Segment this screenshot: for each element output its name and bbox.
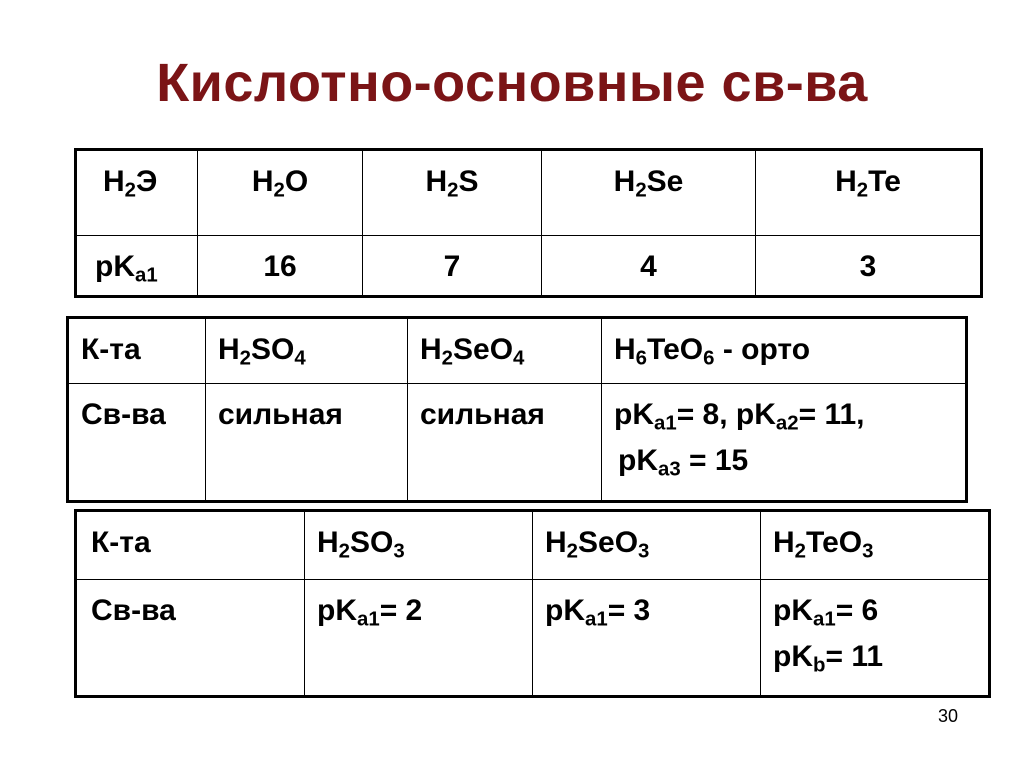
table-cell: сильная <box>408 384 602 501</box>
table-cell: $H_2Se$ <box>542 151 756 236</box>
table-cell: $H_2SeO_4$ <box>408 319 602 384</box>
table-cell: $H_2Te$ <box>756 151 981 236</box>
lower-acids-table <box>76 511 989 696</box>
table-row <box>77 512 989 580</box>
table-row <box>69 384 966 501</box>
table-cell: Св-ва <box>69 384 206 501</box>
slide-title: Кислотно-основные св-ва <box>156 53 868 113</box>
table-cell: сильная <box>206 384 408 501</box>
table-cell: $H_2O$ <box>198 151 363 236</box>
higher-acids-table <box>68 318 966 501</box>
table-row <box>77 580 989 696</box>
table-cell: $H_2SeO_3$ <box>533 512 761 580</box>
table-row <box>77 151 981 236</box>
table-row <box>69 319 966 384</box>
table-cell: К-та <box>69 319 206 384</box>
table-cell: $H_2TeO_3$ <box>761 512 989 580</box>
table-cell: 3 <box>756 236 981 296</box>
table-cell: 4 <box>542 236 756 296</box>
table-cell: $H_2Э$ <box>77 151 198 236</box>
table-cell: 7 <box>363 236 542 296</box>
table-cell: $pK_{a1}= 8$, $pK_{a2}= 11$, $pK_{a3} = 15$ <box>602 384 966 501</box>
hydrides-pka-table <box>76 150 981 296</box>
table-cell: $H_2S$ <box>363 151 542 236</box>
table-cell: $H_2SO_4$ <box>206 319 408 384</box>
table-cell: $pK_{a1}$ <box>77 236 198 296</box>
table-cell: 16 <box>198 236 363 296</box>
table-cell: $pK_{a1}= 3$ <box>533 580 761 696</box>
table-cell: $pK_{a1}= 6$ $pK_b= 11$ <box>761 580 989 696</box>
table-cell: Св-ва <box>77 580 305 696</box>
table-row <box>77 236 981 296</box>
table-cell: $H_2SO_3$ <box>305 512 533 580</box>
table-cell: $pK_{a1}= 2$ <box>305 580 533 696</box>
page-number: 30 <box>937 706 958 726</box>
table-cell: К-та <box>77 512 305 580</box>
table-cell: $H_6TeO_6$ - орто <box>602 319 966 384</box>
